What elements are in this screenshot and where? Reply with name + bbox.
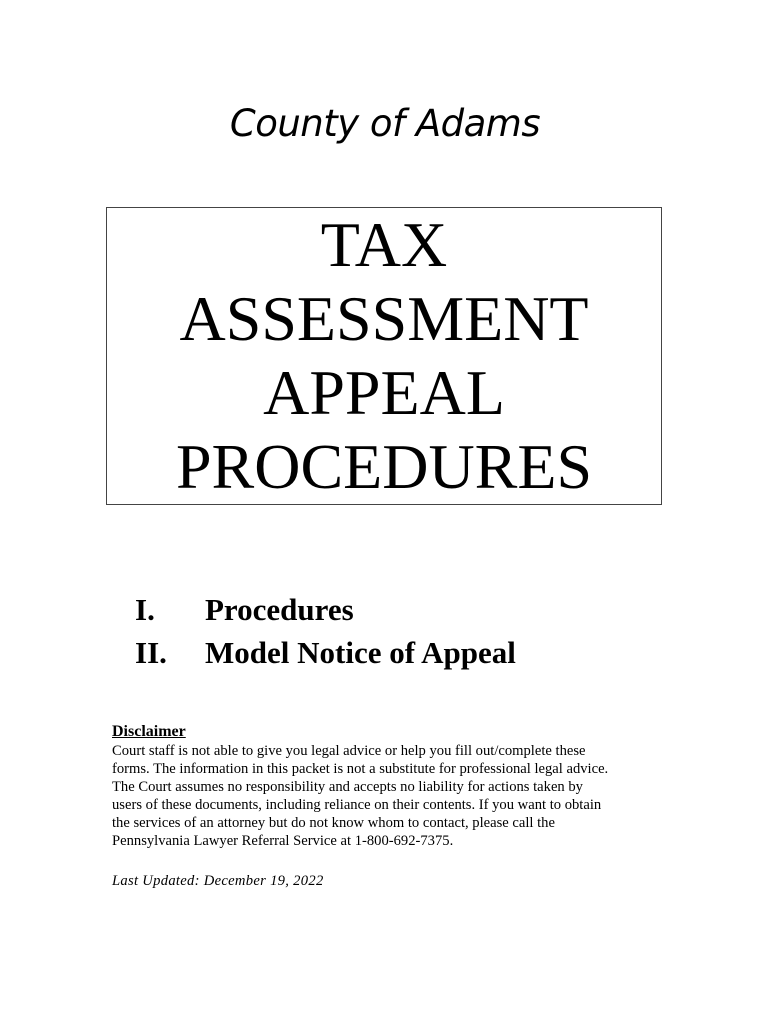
disclaimer-line: Pennsylvania Lawyer Referral Service at 1-800-692-7375. — [112, 833, 454, 849]
toc-item-number: I. — [135, 592, 155, 627]
last-updated: Last Updated: December 19, 2022 — [112, 873, 324, 889]
table-of-contents — [135, 588, 695, 674]
title-line: ASSESSMENT — [179, 283, 589, 354]
toc-item-label: Model Notice of Appeal — [205, 635, 516, 670]
toc-item-number: II. — [135, 635, 167, 670]
disclaimer-line: the services of an attorney but do not know whom to contact, please call the — [112, 815, 555, 831]
disclaimer-text — [112, 742, 672, 850]
disclaimer-line: Court staff is not able to give you legal advice or help you fill out/complete these — [112, 743, 586, 759]
disclaimer-line: users of these documents, including reliance on their contents. If you want to obtain — [112, 797, 602, 813]
disclaimer-heading: Disclaimer — [112, 723, 186, 740]
toc-item-label: Procedures — [205, 592, 354, 627]
title-line: PROCEDURES — [175, 431, 593, 502]
county-heading: County of Adams — [229, 102, 541, 145]
disclaimer-line: forms. The information in this packet is not a substitute for professional legal advice. — [112, 761, 609, 777]
toc-item-procedures — [135, 588, 695, 631]
title-line: TAX — [320, 209, 448, 280]
disclaimer-line: The Court assumes no responsibility and accepts no liability for actions taken by — [112, 779, 583, 795]
toc-item-model-notice — [135, 631, 695, 674]
title-line: APPEAL — [263, 357, 505, 428]
disclaimer-section — [112, 722, 672, 850]
title-box — [106, 207, 662, 505]
